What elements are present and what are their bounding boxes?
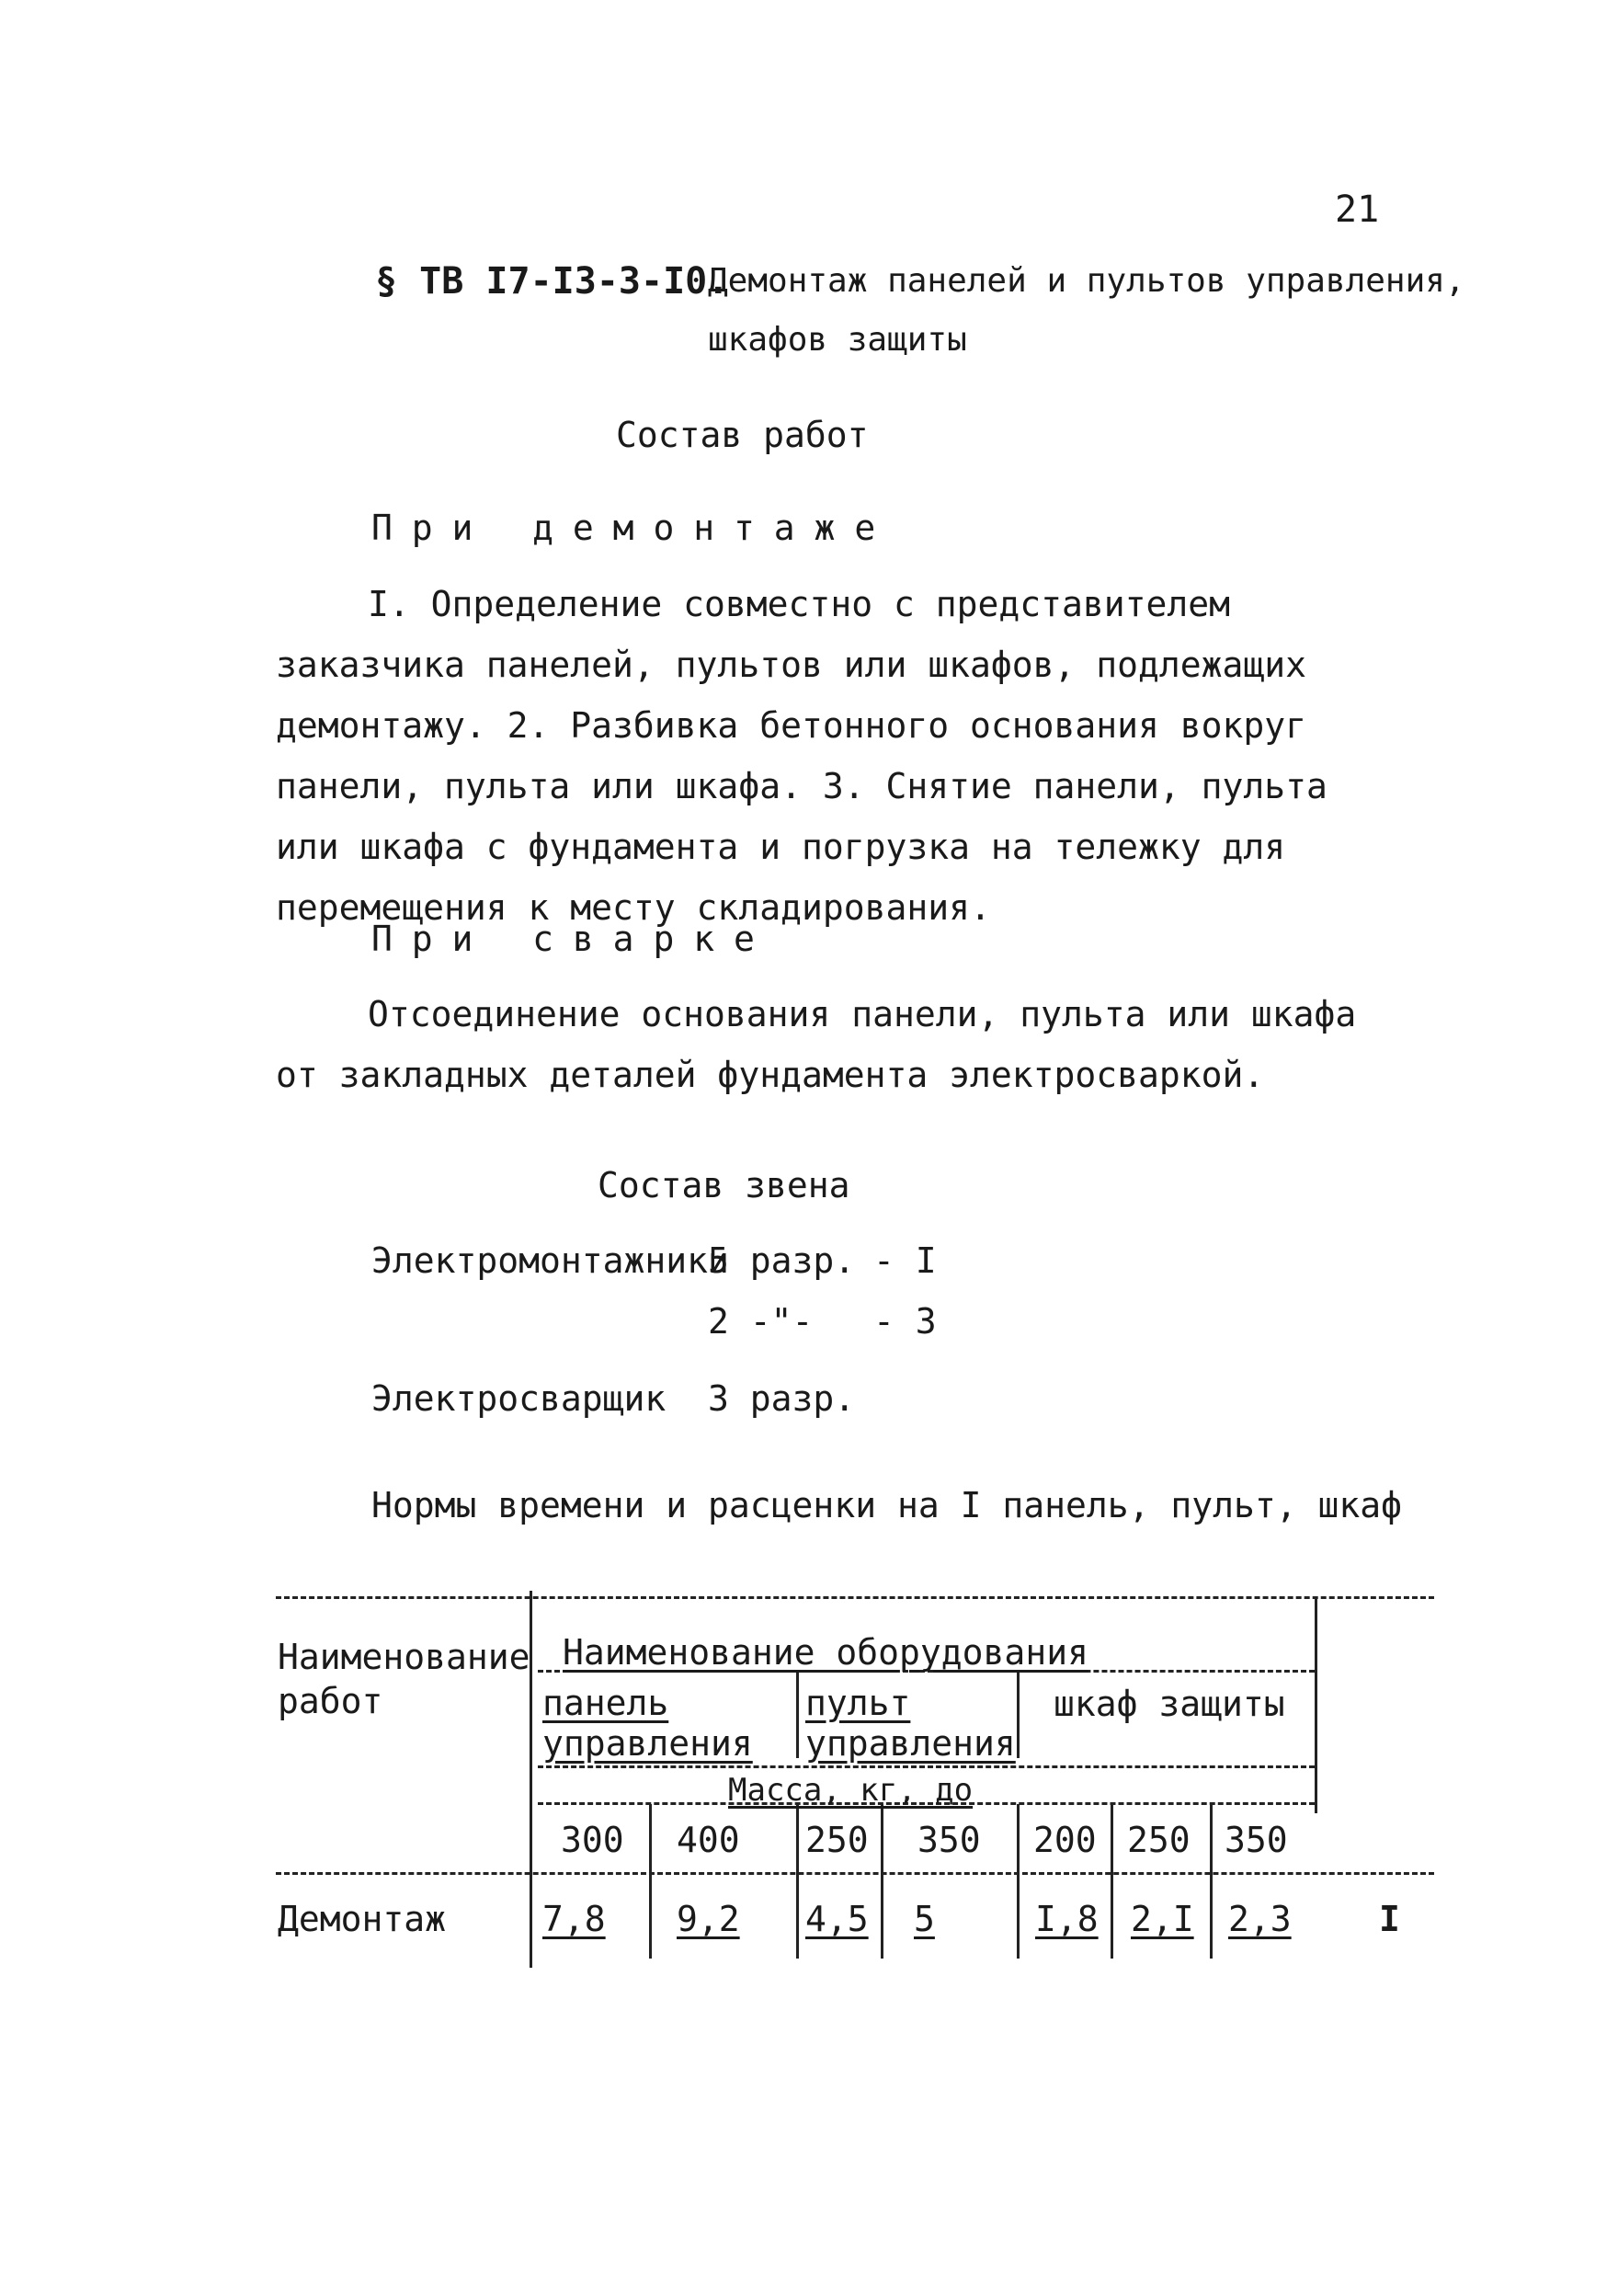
col-divider-200 <box>1017 1804 1020 1959</box>
page-number: 21 <box>1335 188 1380 231</box>
col-divider-350b <box>1210 1804 1213 1959</box>
value-panel-400: 9,2 <box>677 1899 740 1939</box>
col-divider-pult <box>796 1670 799 1758</box>
zveno-grade-3: 3 разр. <box>708 1378 856 1419</box>
mass-label: Масса, кг, до <box>728 1772 974 1809</box>
zveno-role-1: Электромонтажники <box>371 1240 729 1281</box>
section-code: § ТВ I7-I3-3-I0. <box>375 260 730 303</box>
svarke-paragraph: Отсоединение основания панели, пульта или шкафа от закладных деталей фундамента электросваркой. <box>276 994 1357 1095</box>
pri-demontazhe-heading: При демонтаже <box>371 508 895 548</box>
mass-300: 300 <box>561 1820 624 1860</box>
mass-250a: 250 <box>805 1820 869 1860</box>
sostav-zvena-heading: Состав звена <box>598 1165 850 1205</box>
mass-250b: 250 <box>1127 1820 1191 1860</box>
zveno-grade-1: 5 разр. <box>708 1240 856 1281</box>
value-shkaf-200: I,8 <box>1035 1899 1099 1939</box>
col-divider-350a <box>881 1804 883 1959</box>
mass-400: 400 <box>677 1820 740 1860</box>
value-pult-250: 4,5 <box>805 1899 869 1939</box>
zveno-grade-2: 2 -"- <box>708 1301 814 1342</box>
value-panel-300: 7,8 <box>542 1899 606 1939</box>
norms-caption: Нормы времени и расценки на I панель, пульт, шкаф <box>371 1485 1403 1525</box>
value-pult-350: 5 <box>914 1899 935 1939</box>
col-work-header: Наименование работ <box>278 1637 530 1721</box>
col-divider-shkaf <box>1017 1670 1020 1758</box>
col-divider-400 <box>649 1804 652 1959</box>
header-bottom-rule <box>276 1872 1434 1875</box>
col-divider-250a <box>796 1804 799 1959</box>
groups-rule <box>538 1765 1315 1768</box>
section-title-line1: Демонтаж панелей и пультов управления, <box>708 262 1465 300</box>
value-shkaf-350: 2,3 <box>1228 1899 1292 1939</box>
col-divider-right <box>1315 1596 1317 1813</box>
group-pult: пульт управления <box>805 1683 1016 1764</box>
row-name-demontazh: Демонтаж <box>278 1899 447 1939</box>
row-index: I <box>1379 1899 1400 1939</box>
mass-200: 200 <box>1033 1820 1097 1860</box>
demontazh-paragraph: I. Определение совместно с представителем заказчика панелей, пультов или шкафов, подлежащих демонтажу. 2. Разбивка бетонного основания вокруг панели, пульта или шкафа. 3. Снятие панели, пульта или шкафа с фундамента и погрузка на тележку для перемещения к месту складирования. <box>276 584 1327 928</box>
col-divider-250b <box>1111 1804 1113 1959</box>
zveno-role-3: Электросварщик <box>371 1378 667 1419</box>
sostav-rabot-heading: Состав работ <box>616 415 869 455</box>
group-panel: панель управления <box>542 1683 753 1764</box>
section-title-line2: шкафов защиты <box>708 321 967 359</box>
mass-350b: 350 <box>1225 1820 1288 1860</box>
col-equipment-header: Наименование оборудования <box>563 1632 1088 1673</box>
pri-svarke-heading: При сварке <box>371 919 774 959</box>
group-shkaf: шкаф защиты <box>1054 1684 1285 1724</box>
mass-350a: 350 <box>917 1820 981 1860</box>
zveno-count-1: - I <box>873 1240 937 1281</box>
table-top-rule <box>276 1596 1434 1599</box>
zveno-count-2: - 3 <box>873 1301 937 1342</box>
value-shkaf-250: 2,I <box>1131 1899 1194 1939</box>
